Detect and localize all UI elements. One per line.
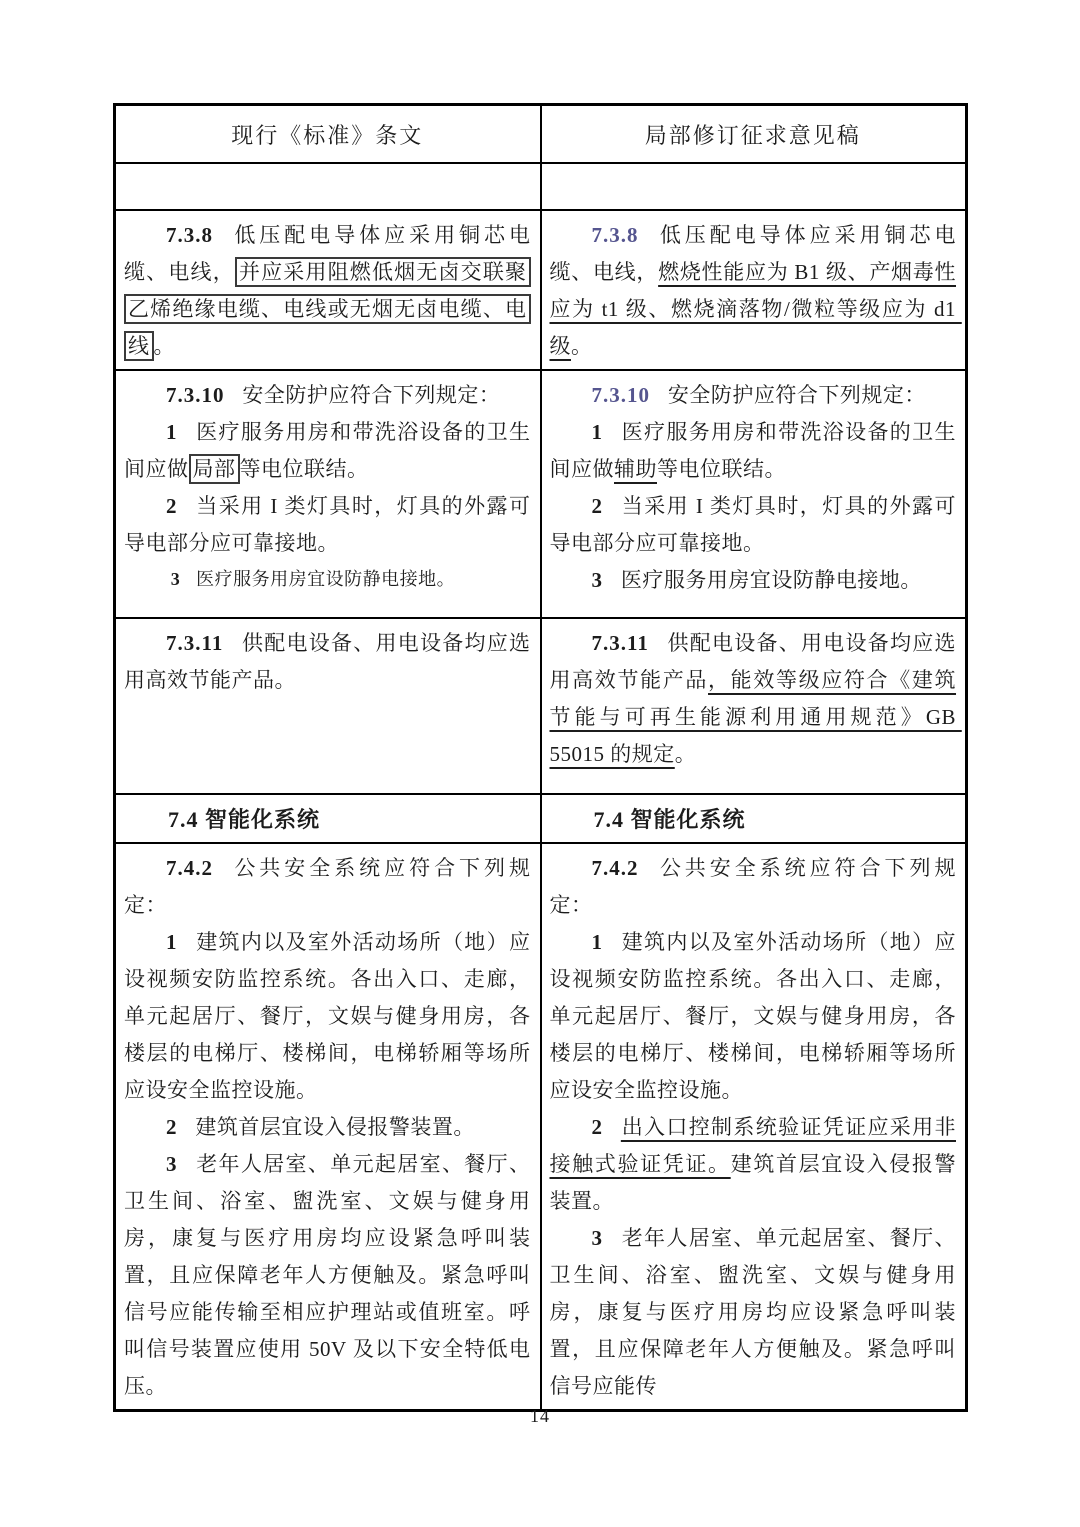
paragraph bbox=[549, 625, 962, 773]
item-number: 3 bbox=[591, 567, 603, 592]
clause-number: 7.3.11 bbox=[591, 630, 649, 655]
spacer-right-cell bbox=[541, 163, 967, 210]
text-run: 医疗服务用房和带洗浴设备的卫生间应做 bbox=[124, 419, 531, 481]
paragraph bbox=[550, 562, 957, 599]
revised-clause-number: 7.3.8 bbox=[591, 222, 639, 247]
text-run: 等电位联结。 bbox=[239, 456, 369, 481]
text-run: 安全防护应符合下列规定： bbox=[667, 382, 926, 407]
text-run: 。 bbox=[571, 333, 593, 358]
table-row-clause-7-3-11 bbox=[115, 618, 967, 794]
text-run: 建筑首层宜设入侵报警装置。 bbox=[549, 1151, 957, 1213]
item-number: 2 bbox=[591, 1114, 603, 1139]
text-run: 当采用 I 类灯具时，灯具的外露可导电部分应可靠接地。 bbox=[549, 493, 956, 555]
text-run: 建筑内以及室外活动场所（地）应设视频安防监控系统。各出入口、走廊，单元起居厅、餐厅，文娱与健身用房，各楼层的电梯厅、楼梯间，电梯轿厢等场所应设安全监控设施。 bbox=[124, 929, 531, 1102]
clause-number: 7.3.11 bbox=[166, 630, 224, 655]
text-run: 建筑首层宜设入侵报警装置。 bbox=[195, 1114, 475, 1139]
table-row-spacer bbox=[115, 163, 967, 210]
text-run: 医疗服务用房宜设防静电接地。 bbox=[620, 567, 922, 592]
text-run: 低压配电导体应采用铜芯电缆、电线， bbox=[124, 222, 531, 284]
text-run: 当采用 I 类灯具时，灯具的外露可导电部分应可靠接地。 bbox=[124, 493, 531, 555]
paragraph bbox=[550, 488, 957, 562]
table-row-clause-7-4-2 bbox=[115, 843, 967, 1411]
text-run: 建筑内以及室外活动场所（地）应设视频安防监控系统。各出入口、走廊，单元起居厅、餐厅，文娱与健身用房，各楼层的电梯厅、楼梯间，电梯轿厢等场所应设安全监控设施。 bbox=[549, 929, 956, 1102]
text-run: 医疗服务用房宜设防静电接地。 bbox=[196, 568, 456, 589]
text-run: 公共安全系统应符合下列规定： bbox=[549, 855, 956, 917]
item-number: 1 bbox=[166, 929, 178, 954]
text-run: 供配电设备、用电设备均应选用高效节能产品 bbox=[549, 630, 956, 692]
added-text: 燃烧性能应为 B1 级、产烟毒性应为 t1 级、燃烧滴落物/微粒等级应为 d1 级 bbox=[549, 259, 962, 358]
section-7-4-left-cell bbox=[115, 794, 541, 843]
paragraph bbox=[124, 1146, 531, 1405]
paragraph bbox=[124, 488, 531, 562]
section-7-4-right-cell bbox=[541, 794, 967, 843]
item-number: 1 bbox=[591, 929, 603, 954]
page-number: 14 bbox=[530, 1406, 550, 1426]
paragraph bbox=[124, 377, 531, 414]
header-current-standard: 现行《标准》条文 bbox=[115, 105, 541, 163]
item-number: 2 bbox=[591, 493, 603, 518]
text-run: 等电位联结。 bbox=[657, 456, 786, 481]
text-run: 医疗服务用房和带洗浴设备的卫生间应做 bbox=[549, 419, 956, 481]
paragraph bbox=[550, 1109, 957, 1220]
clause-number: 7.3.10 bbox=[166, 382, 225, 407]
paragraph bbox=[550, 801, 957, 838]
text-run: 。 bbox=[153, 333, 175, 358]
paragraph bbox=[124, 217, 531, 365]
table-row-clause-7-3-8 bbox=[115, 210, 967, 370]
clause-7-3-8-left-cell bbox=[115, 210, 541, 370]
item-number: 3 bbox=[591, 1225, 603, 1250]
text-run: 老年人居室、单元起居室、餐厅、卫生间、浴室、盥洗室、文娱与健身用房，康复与医疗用房均应设紧急呼叫装置，且应保障老年人方便触及。紧急呼叫信号应能传 bbox=[549, 1225, 956, 1398]
clause-number: 7.4.2 bbox=[591, 855, 639, 880]
paragraph bbox=[124, 1109, 531, 1146]
table-row-section-7-4 bbox=[115, 794, 967, 843]
clause-7-4-2-left-cell bbox=[115, 843, 541, 1411]
comparison-table-body bbox=[115, 163, 967, 1411]
paragraph bbox=[124, 562, 531, 596]
clause-7-3-10-right-cell bbox=[541, 370, 967, 618]
clause-number: 7.4.2 bbox=[166, 855, 213, 880]
section-title: 7.4 智能化系统 bbox=[168, 806, 321, 832]
paragraph bbox=[124, 850, 531, 924]
clause-7-3-10-left-cell bbox=[115, 370, 541, 618]
table-row-clause-7-3-10 bbox=[115, 370, 967, 618]
item-number: 2 bbox=[166, 1114, 178, 1139]
deleted-text: 并应采用阻燃低烟无卤交联聚乙烯绝缘电缆、电线或无烟无卤电缆、电线 bbox=[124, 257, 531, 361]
text-run: 公共安全系统应符合下列规定： bbox=[124, 855, 531, 917]
paragraph bbox=[124, 414, 531, 488]
paragraph bbox=[550, 850, 957, 924]
comparison-table bbox=[113, 103, 968, 1412]
paragraph bbox=[550, 1220, 957, 1405]
text-run: 。 bbox=[674, 741, 697, 766]
paragraph bbox=[124, 625, 531, 699]
text-run: 供配电设备、用电设备均应选用高效节能产品。 bbox=[124, 630, 531, 692]
clause-number: 7.3.8 bbox=[166, 222, 213, 247]
item-number: 2 bbox=[166, 493, 178, 518]
spacer-left-cell bbox=[115, 163, 541, 210]
section-title: 7.4 智能化系统 bbox=[593, 806, 746, 832]
added-text: 出入口控制系统验证凭证应采用非接触式验证凭证。 bbox=[549, 1114, 956, 1176]
item-number: 1 bbox=[166, 419, 178, 444]
paragraph bbox=[550, 924, 957, 1109]
item-number: 3 bbox=[170, 568, 181, 589]
clause-7-3-11-right-cell bbox=[541, 618, 967, 794]
clause-7-3-11-left-cell bbox=[115, 618, 541, 794]
paragraph bbox=[124, 801, 531, 838]
text-run: 老年人居室、单元起居室、餐厅、卫生间、浴室、盥洗室、文娱与健身用房，康复与医疗用房均应设紧急呼叫装置，且应保障老年人方便触及。紧急呼叫信号应能传输至相应护理站或值班室。呼叫信号装置应使用 50V 及以下安全特低电压。 bbox=[124, 1151, 531, 1398]
item-number: 3 bbox=[166, 1151, 178, 1176]
header-revision-draft: 局部修订征求意见稿 bbox=[541, 105, 967, 163]
revised-clause-number: 7.3.10 bbox=[591, 382, 650, 407]
paragraph bbox=[549, 217, 962, 365]
added-text: ，能效等级应符合《建筑节能与可再生能源利用通用规范》GB 55015 的规定 bbox=[549, 667, 962, 766]
added-text: 辅助 bbox=[614, 456, 657, 481]
table-header-row bbox=[115, 105, 967, 163]
text-run: 低压配电导体应采用铜芯电缆、电线， bbox=[549, 222, 956, 284]
clause-7-4-2-right-cell bbox=[541, 843, 967, 1411]
deleted-text: 局部 bbox=[189, 454, 240, 484]
text-run: 安全防护应符合下列规定： bbox=[242, 382, 501, 407]
item-number: 1 bbox=[591, 419, 603, 444]
paragraph bbox=[124, 924, 531, 1109]
clause-7-3-8-right-cell bbox=[541, 210, 967, 370]
paragraph bbox=[550, 414, 957, 488]
paragraph bbox=[550, 377, 957, 414]
